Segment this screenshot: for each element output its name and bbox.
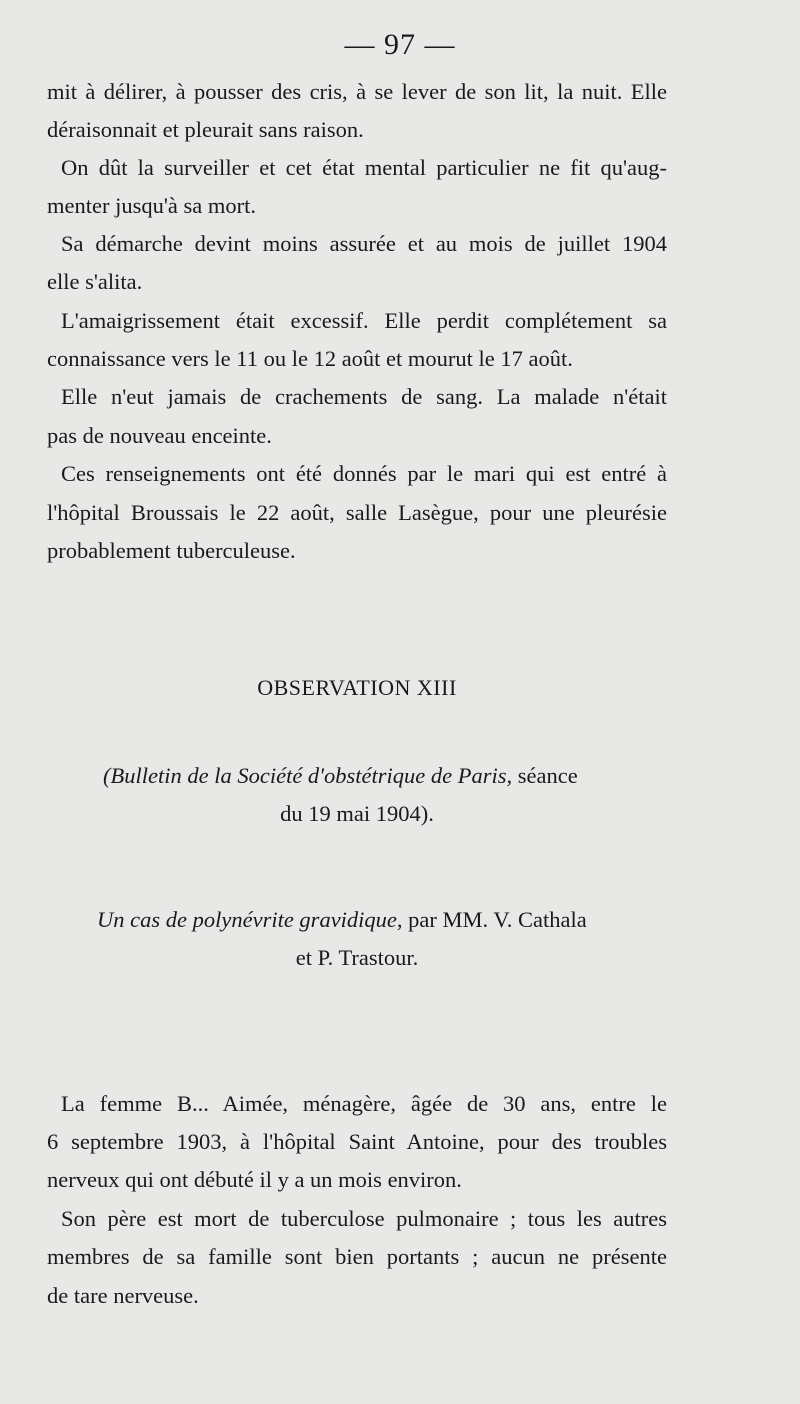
- paragraph-line: pas de nouveau enceinte.: [47, 423, 272, 448]
- paragraph-line: menter jusqu'à sa mort.: [47, 193, 257, 218]
- paragraph-line: La femme B... Aimée, ménagère, âgée de 30 ans, entre le: [61, 1091, 667, 1116]
- source-citation-line2: du 19 mai 1904).: [280, 801, 434, 826]
- paragraph-line: nerveux qui ont débuté il y a un mois environ.: [47, 1167, 462, 1192]
- paragraph-line: probablement tuberculeuse.: [47, 538, 296, 563]
- paragraph-line: elle s'alita.: [47, 269, 143, 294]
- paragraph-line: On dût la surveiller et cet état mental particulier ne fit qu'aug-: [61, 155, 667, 180]
- paragraph-line: Sa démarche devint moins assurée et au mois de juillet 1904: [61, 231, 667, 256]
- paragraph-line: de tare nerveuse.: [47, 1283, 199, 1308]
- paragraph-line: l'hôpital Broussais le 22 août, salle Lasègue, pour une pleurésie: [47, 500, 667, 525]
- paragraph-line: 6 septembre 1903, à l'hôpital Saint Antoine, pour des troubles: [47, 1129, 667, 1154]
- case-title-rest: par MM. V. Cathala: [402, 907, 587, 932]
- case-title-line2: et P. Trastour.: [295, 945, 419, 970]
- case-title-italic: Un cas de polynévrite gravidique,: [97, 907, 403, 932]
- paragraph-line: membres de sa famille sont bien portants ; aucun ne présente: [47, 1244, 667, 1269]
- source-citation-rest: séance: [512, 763, 578, 788]
- paragraph-line: connaissance vers le 11 ou le 12 août et mourut le 17 août.: [47, 346, 573, 371]
- case-title-line1: [97, 905, 587, 935]
- page-number: — 97 —: [344, 28, 456, 61]
- source-citation-italic: (Bulletin de la Société d'obstétrique de Paris,: [103, 763, 513, 788]
- paragraph-line: L'amaigrissement était excessif. Elle perdit complétement sa: [61, 308, 667, 333]
- paragraph-line: Elle n'eut jamais de crachements de sang. La malade n'était: [61, 384, 667, 409]
- paragraph-line: Son père est mort de tuberculose pulmonaire ; tous les autres: [61, 1206, 667, 1231]
- source-citation-line1: [103, 761, 578, 791]
- observation-heading: OBSERVATION XIII: [257, 675, 457, 700]
- paragraph-line: mit à délirer, à pousser des cris, à se lever de son lit, la nuit. Elle: [47, 79, 667, 104]
- paragraph-line: déraisonnait et pleurait sans raison.: [47, 117, 364, 142]
- paragraph-line: Ces renseignements ont été donnés par le mari qui est entré à: [61, 461, 667, 486]
